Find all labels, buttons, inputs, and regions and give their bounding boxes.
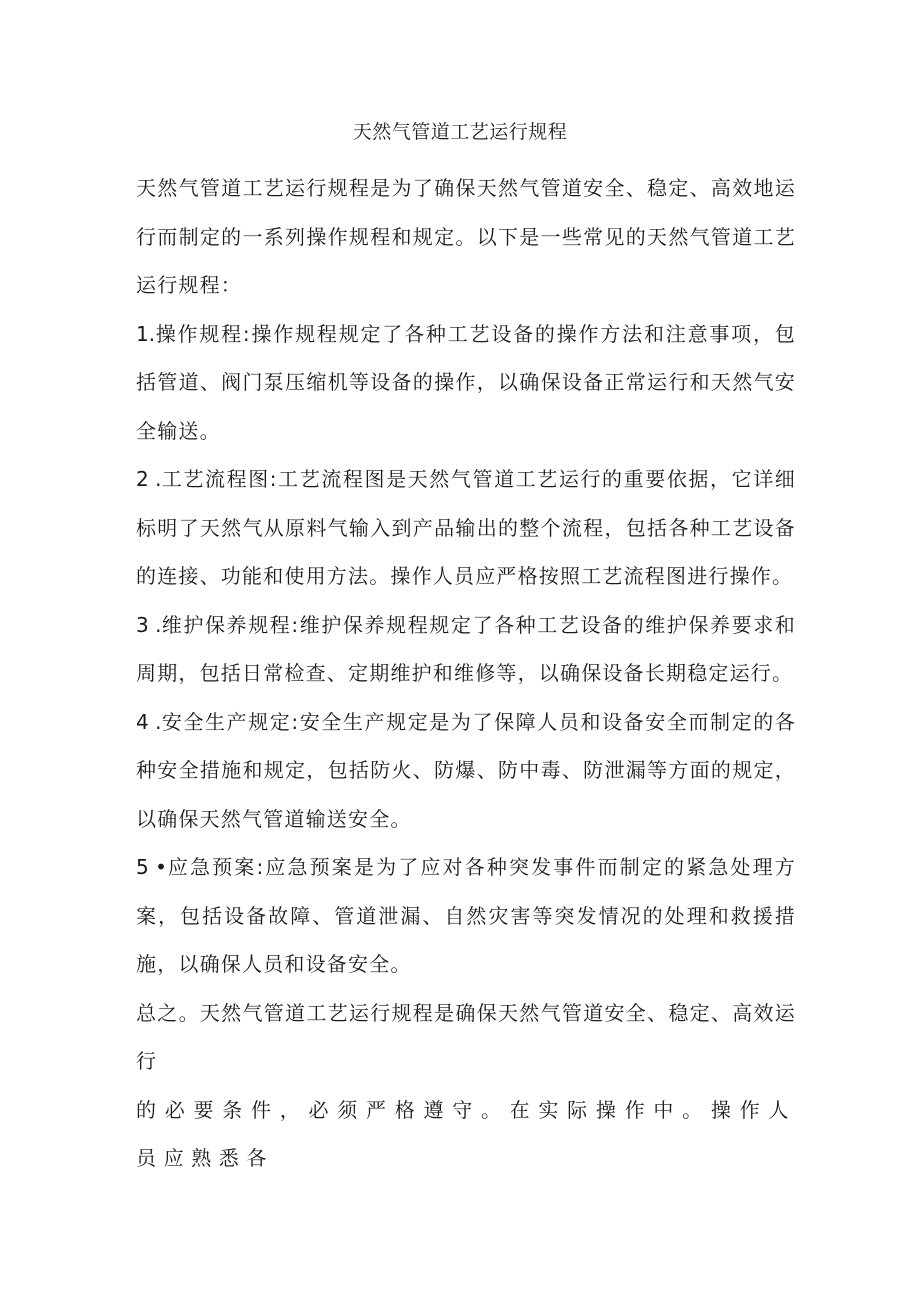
item-number: 3 .: [136, 612, 162, 637]
item-text: 应急预案:应急预案是为了应对各种突发事件而制定的紧急处理方案，包括设备故障、管道泄漏、自然灾害等突发情况的处理和救援措施，以确保人员和设备安全。: [136, 855, 796, 976]
document-title: 天然气管道工艺运行规程: [352, 121, 568, 143]
list-item-5: [136, 843, 796, 989]
item-text: 操作规程:操作规程规定了各种工艺设备的操作方法和注意事项，包括管道、阀门泵压缩机等设备的操作，以确保设备正常运行和天然气安全输送。: [136, 321, 796, 443]
conclusion-continuation: 的必要条件，必须严格遵守。在实际操作中。操作人员应熟悉各: [136, 1097, 796, 1170]
list-item-4: [136, 698, 796, 844]
item-number: 5 •: [136, 855, 167, 879]
document-body: [136, 164, 796, 1183]
item-text: 工艺流程图:工艺流程图是天然气管道工艺运行的重要依据，它详细标明了天然气从原料气输入到产品输出的整个流程，包括各种工艺设备的连接、功能和使用方法。操作人员应严格按照工艺流程图进行操作。: [136, 467, 796, 588]
list-item-2: [136, 455, 796, 601]
intro-paragraph: 天然气管道工艺运行规程是为了确保天然气管道安全、稳定、高效地运行而制定的一系列操作规程和规定。以下是一些常见的天然气管道工艺运行规程：: [136, 176, 796, 297]
item-text: 维护保养规程:维护保养规程规定了各种工艺设备的维护保养要求和周期，包括日常检查、定期维护和维修等，以确保设备长期稳定运行。: [136, 612, 796, 685]
item-text: 安全生产规定:安全生产规定是为了保障人员和设备安全而制定的各种安全措施和规定，包括防火、防爆、防中毒、防泄漏等方面的规定，以确保天然气管道输送安全。: [136, 709, 796, 831]
item-number: 4 .: [136, 709, 162, 734]
list-item-3: [136, 601, 796, 698]
item-number: 1.: [136, 321, 156, 346]
item-number: 2 .: [136, 467, 162, 491]
list-item-1: [136, 310, 796, 456]
conclusion-paragraph: 总之。天然气管道工艺运行规程是确保天然气管道安全、稳定、高效运行: [136, 1000, 796, 1073]
